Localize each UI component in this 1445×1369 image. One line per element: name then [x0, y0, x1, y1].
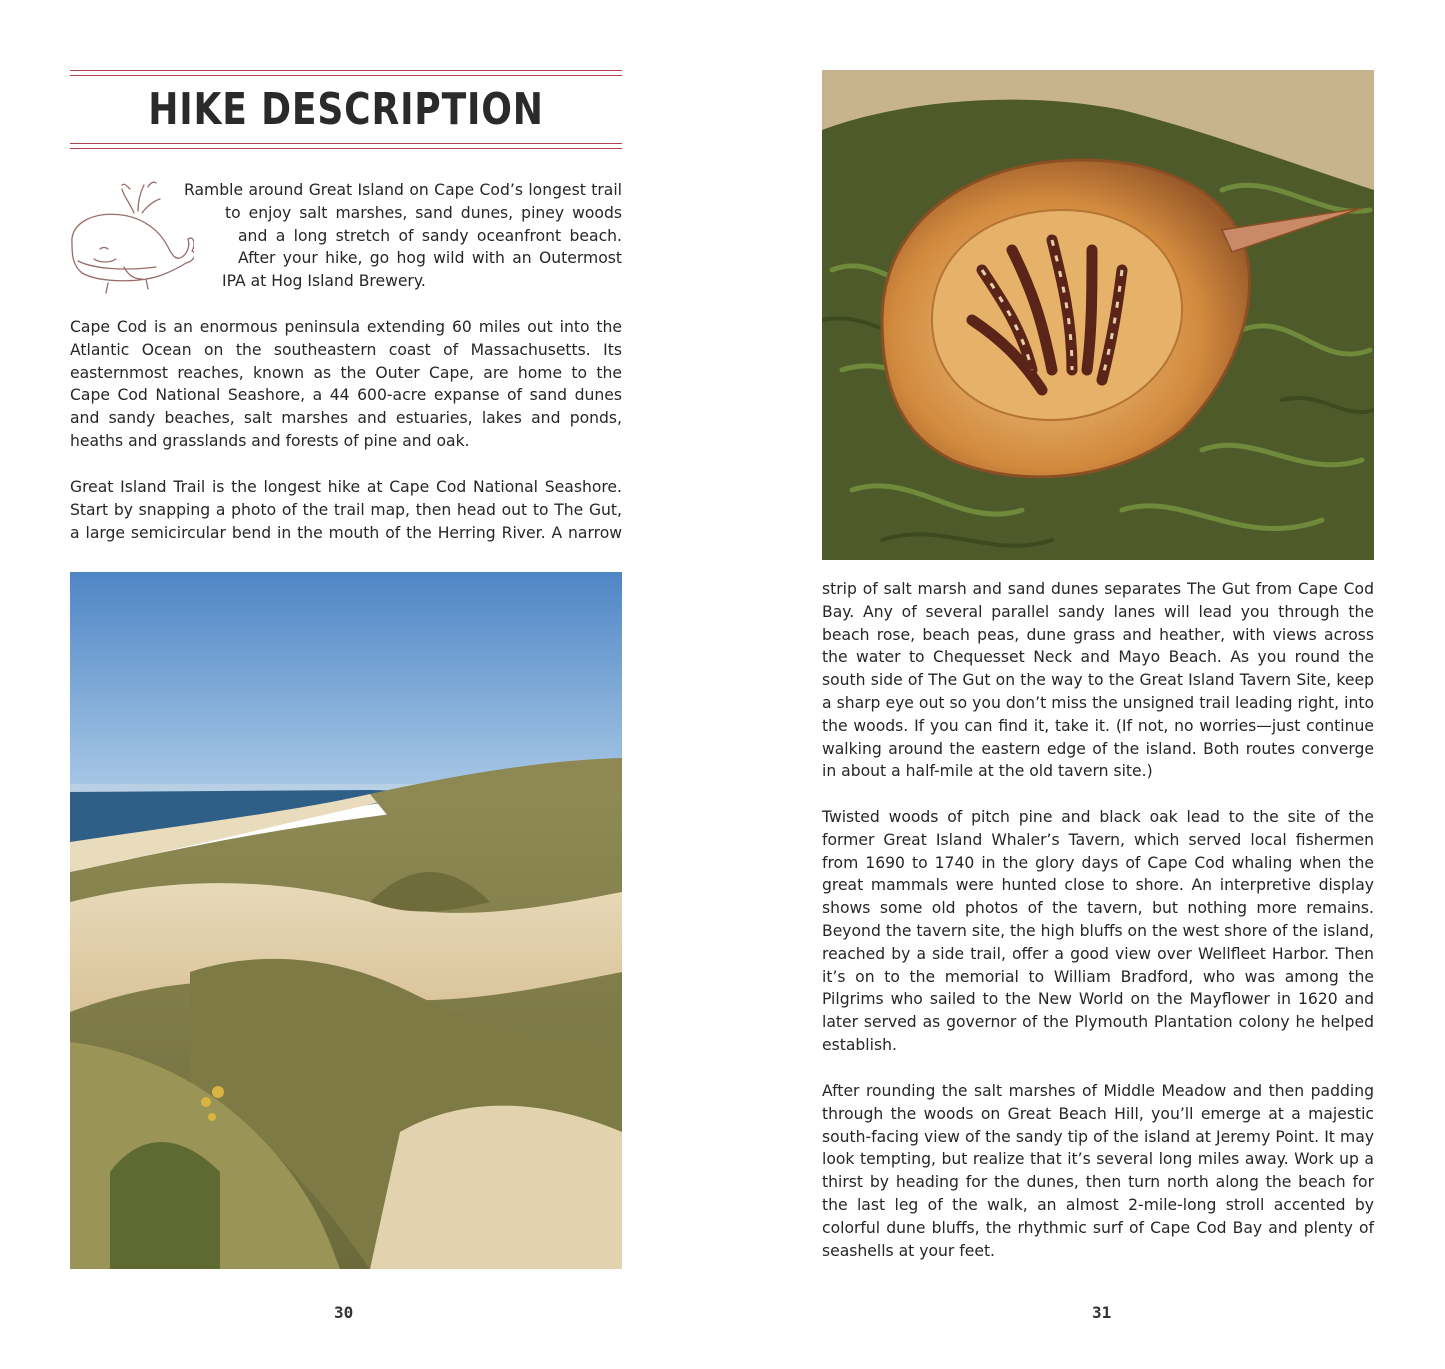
body-paragraph-tavern: Twisted woods of pitch pine and black oak lead to the site of the former Great Island Whaler’s Tavern, which served local fishermen from 1690 to 1740 in the glory days of Cape Cod whaling when the great mammals were hunted close to shore. An interpretive display shows some old photos of the tavern, but nothing more remains. Beyond the tavern site, the high bluffs on the west shore of the island, reached by a side trail, offer a good view over Wellfleet Harbor. Then it’s on to the memorial to William Bradford, who was among the Pilgrims who sailed to the New World on the Mayflower in 1620 and later served as governor of the Plymouth Plantation colony he helped establish.: [822, 808, 1374, 1054]
body-paragraph-jeremy-point: After rounding the salt marshes of Middle Meadow and then padding through the woods on Great Beach Hill, you’ll emerge at a majestic south-facing view of the sandy tip of the island at Jeremy Point. It may look tempting, but realize that it’s several long miles away. Work up a thirst by heading for the dunes, then turn north along the beach for the last leg of the walk, an almost 2-mile-long stroll accented by colorful dune bluffs, the rhythmic surf of Cape Cod Bay and plenty of seashells at your feet.: [822, 1082, 1374, 1260]
horseshoe-crab-photo: [822, 70, 1374, 560]
intro-line-2: to enjoy salt marshes, sand dunes, piney woods: [225, 203, 622, 222]
heading-top-rule-2: [70, 75, 622, 76]
body-paragraph-great-island: Great Island Trail is the longest hike at Cape Cod National Seashore. Start by snapping a photo of the trail map, then head out to The Gut, a large semicircular bend in the mouth of the Herring River. A narrow: [70, 478, 622, 542]
body-paragraph-cape-cod: Cape Cod is an enormous peninsula extending 60 miles out into the Atlantic Ocean on the southeastern coast of Massachusetts. Its easternmost reaches, known as the Outer Cape, are home to the Cape Cod National Seashore, a 44 600-acre expanse of sand dunes and sandy beaches, salt marshes and estuaries, lakes and ponds, heaths and grasslands and forests of pine and oak.: [70, 318, 622, 450]
body-paragraph-the-gut: strip of salt marsh and sand dunes separates The Gut from Cape Cod Bay. Any of several parallel sandy lanes will lead you through the beach rose, beach peas, dune grass and heather, with views across the water to Chequesset Neck and Mayo Beach. As you round the south side of The Gut on the way to the Great Island Tavern Site, keep a sharp eye out so you don’t miss the unsigned trail leading right, into the woods. If you can find it, take it. (If not, no worries—just continue walking around the eastern edge of the island. Both routes converge in about a half-mile at the old tavern site.): [822, 580, 1374, 781]
intro-line-4: After your hike, go hog wild with an Outermost: [238, 249, 622, 268]
intro-line-3: and a long stretch of sandy oceanfront beach.: [238, 226, 622, 245]
intro-paragraph: [70, 179, 622, 293]
page-number-left: 30: [334, 1303, 354, 1322]
intro-line-5: IPA at Hog Island Brewery.: [222, 272, 426, 291]
heading-bottom-rule-1: [70, 143, 622, 144]
heading-top-rule-1: [70, 70, 622, 71]
page-title: HIKE DESCRIPTION: [148, 84, 544, 135]
dune-beach-photo: [70, 572, 622, 1269]
heading-bottom-rule-2: [70, 148, 622, 149]
page-number-right: 31: [1092, 1303, 1112, 1322]
intro-line-1: Ramble around Great Island on Cape Cod’s longest trail: [184, 181, 622, 199]
